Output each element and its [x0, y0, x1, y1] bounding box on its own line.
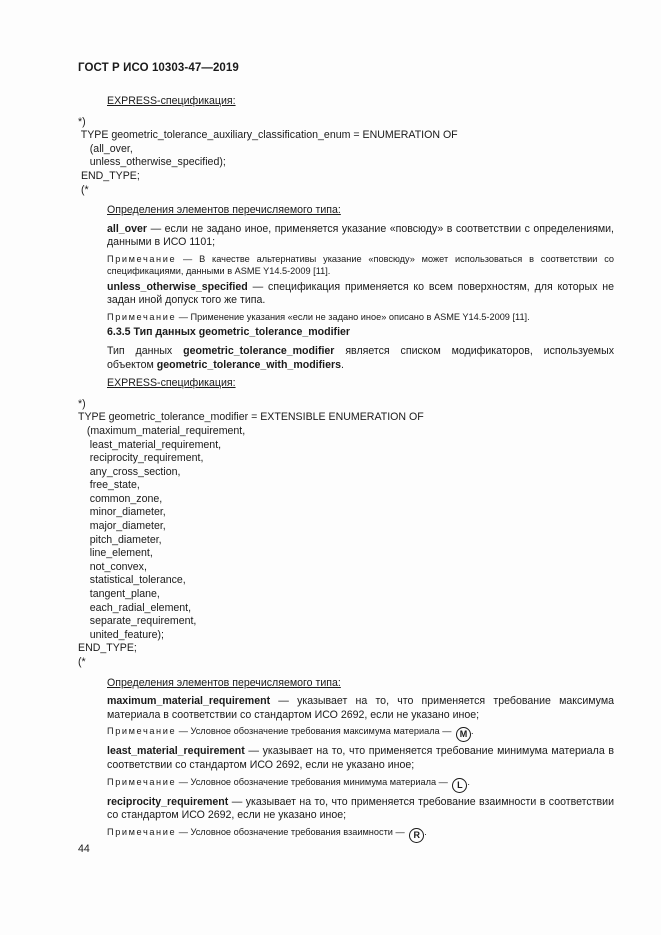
definition-term: reciprocity_requirement — [107, 795, 229, 808]
circled-symbol-icon: R — [409, 828, 424, 843]
document-body — [78, 95, 614, 843]
circled-symbol-icon: L — [452, 778, 467, 793]
note-end: . — [470, 726, 474, 737]
definition-paragraph — [78, 223, 614, 250]
code-line: minor_diameter, — [78, 506, 166, 519]
code-line: (* — [78, 656, 86, 668]
definition-text: — указывает на то, что применяется требование взаимности в соответствии со стандартом ИСО 2692, если не указано иное; — [107, 795, 614, 822]
definition-paragraph — [78, 695, 614, 722]
note-paragraph — [78, 826, 614, 843]
note-paragraph — [78, 311, 614, 323]
code-line: TYPE geometric_tolerance_auxiliary_classification_enum = ENUMERATION OF — [78, 129, 458, 142]
definition-paragraph — [78, 281, 614, 308]
note-label: Примечание — [107, 826, 177, 837]
definition-text: — указывает на то, что применяется требование максимума материала в соответствии со стандартом ИСО 2692, если не указано иное; — [107, 695, 614, 721]
code-line: each_radial_element, — [78, 601, 192, 614]
subsection-title: Тип данных geometric_tolerance_modifier — [133, 326, 351, 339]
entity-name: geometric_tolerance_with_modifiers — [156, 358, 342, 371]
section-title — [78, 677, 614, 691]
code-line: major_diameter, — [78, 520, 166, 533]
note-label: Примечание — [107, 776, 177, 787]
definition-term: unless_otherwise_specified — [107, 280, 248, 293]
code-line: *) — [78, 115, 86, 128]
code-line: (maximum_material_requirement, — [78, 424, 246, 437]
body-text: . — [341, 358, 344, 371]
definition-text: — спецификация применяется ко всем поверхностям, для которых не задан иной допуск того же типа. — [107, 280, 614, 307]
definition-text: — если не задано иное, применяется указание «повсюду» в соответствии с определениями, данными в ИСО 1101; — [107, 222, 614, 249]
section-title — [78, 377, 614, 391]
note-text: — Условное обозначение требования минимума материала — — [176, 776, 451, 787]
definition-term: least_material_requirement — [107, 745, 245, 758]
body-text: Тип данных — [107, 344, 184, 357]
code-line: TYPE geometric_tolerance_modifier = EXTENSIBLE ENUMERATION OF — [78, 411, 424, 424]
body-paragraph — [78, 345, 614, 372]
definition-term: all_over — [107, 222, 148, 235]
code-line: END_TYPE; — [78, 169, 140, 182]
code-line: unless_otherwise_specified); — [78, 156, 226, 169]
note-paragraph — [78, 253, 614, 278]
subsection-heading — [78, 326, 614, 340]
note-text: — Условное обозначение требования взаимности — — [176, 826, 408, 837]
entity-name: geometric_tolerance_modifier — [183, 344, 335, 357]
code-line: tangent_plane, — [78, 588, 160, 601]
code-line: (* — [78, 183, 89, 196]
definition-paragraph — [78, 796, 614, 823]
code-line: any_cross_section, — [78, 465, 181, 478]
section-title-text: EXPRESS-спецификация: — [107, 95, 236, 107]
code-line: separate_requirement, — [78, 615, 197, 628]
subsection-number: 6.3.5 — [107, 326, 131, 339]
body-text: является списком модификаторов, используемых объектом — [107, 344, 614, 371]
note-label: Примечание — [107, 311, 177, 322]
definition-text: — указывает на то, что применяется требование минимума материала в соответствии со стандартом ИСО 2692, если не указано иное; — [107, 745, 614, 771]
document-header: ГОСТ Р ИСО 10303-47—2019 — [78, 62, 239, 74]
note-paragraph — [78, 776, 614, 793]
code-line: *) — [78, 397, 86, 410]
note-label: Примечание — [107, 253, 177, 264]
code-line: united_feature); — [78, 628, 164, 641]
code-line: common_zone, — [78, 492, 163, 505]
note-text: — В качестве альтернативы указание «повсюду» может использоваться в соответствии со спецификациями, данными в ASME Y14.5-2009 [11]. — [107, 253, 614, 277]
code-line: line_element, — [78, 547, 153, 560]
section-title — [78, 204, 614, 218]
section-title-text: Определения элементов перечисляемого типа: — [107, 676, 341, 689]
code-line: (all_over, — [78, 142, 133, 155]
code-line: statistical_tolerance, — [78, 574, 186, 587]
note-text: — Применение указания «если не задано иное» описано в ASME Y14.5-2009 [11]. — [176, 311, 530, 322]
note-label: Примечание — [107, 726, 177, 737]
code-line: END_TYPE; — [78, 642, 137, 655]
note-end: . — [467, 776, 470, 787]
circled-symbol-icon: M — [456, 727, 471, 742]
section-title-text: EXPRESS-спецификация: — [107, 377, 236, 390]
section-title — [78, 95, 614, 109]
note-end: . — [424, 826, 427, 837]
note-paragraph — [78, 725, 614, 742]
code-line: reciprocity_requirement, — [78, 452, 204, 465]
code-line: pitch_diameter, — [78, 533, 162, 546]
code-line: free_state, — [78, 479, 140, 492]
code-line: least_material_requirement, — [78, 438, 222, 451]
section-title-text: Определения элементов перечисляемого типа: — [107, 204, 341, 217]
note-text: — Условное обозначение требования максимума материала — — [176, 726, 454, 737]
page-number: 44 — [78, 843, 90, 855]
definition-term: maximum_material_requirement — [107, 695, 271, 708]
code-line: not_convex, — [78, 560, 147, 573]
definition-paragraph — [78, 745, 614, 772]
